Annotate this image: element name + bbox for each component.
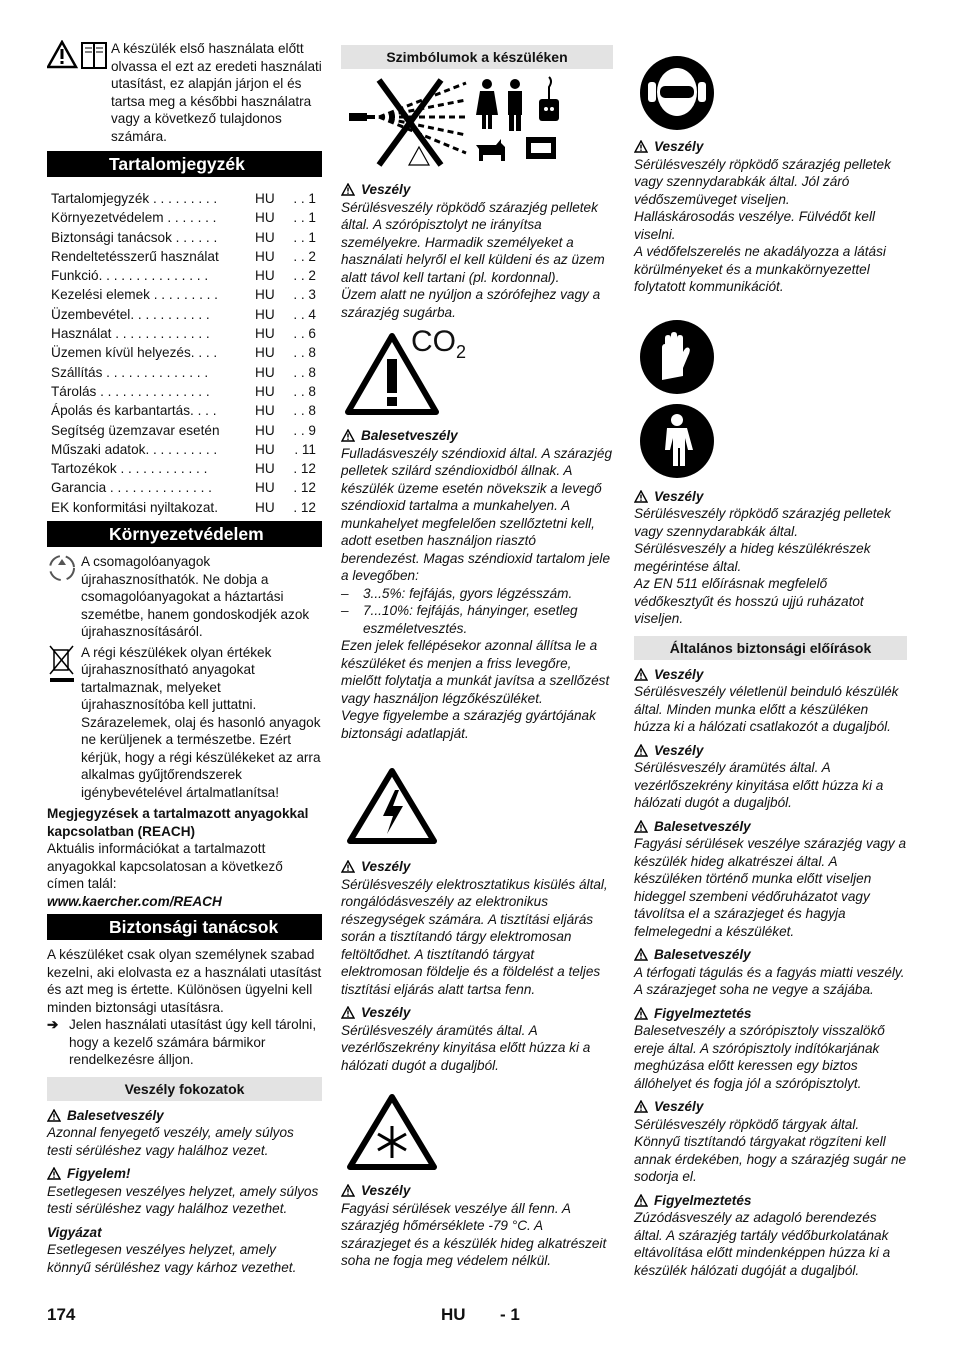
g4-text: A térfogati tágulás és a fagyás miatti veszély. bbox=[634, 964, 905, 980]
c2-w5-text: Fagyási sérülések veszélye áll fenn. A szárazjég hőmérséklete -79 °C. A szárazjeget és a készülék hideg alkatrészeit soha ne fogja meg védelem nélkül. bbox=[341, 1200, 607, 1268]
column-2 bbox=[341, 40, 613, 1270]
toc-entry-page: . . 8 bbox=[293, 345, 316, 361]
level-3-text: Esetlegesen veszélyes helyzet, amely könnyű sérüléshez vagy kárhoz vezethet. bbox=[47, 1242, 297, 1275]
c3-w1-label: Veszély bbox=[654, 139, 704, 154]
toc-entry-lang: HU bbox=[255, 268, 275, 284]
warning-icon bbox=[634, 140, 648, 153]
toc-entry-lang: HU bbox=[255, 480, 275, 496]
toc-entry-title: Tárolás . . . . . . . . . . . . . . . bbox=[51, 383, 210, 399]
warning-icon bbox=[634, 948, 648, 961]
toc-entry-page: . . 8 bbox=[293, 364, 316, 380]
level-1-label: Balesetveszély bbox=[67, 1107, 164, 1123]
general-safety-title: Általános biztonsági előírások bbox=[634, 636, 907, 660]
toc-entry-page: . . 1 bbox=[293, 191, 316, 206]
weee-text: A régi készülékek olyan értékek újrahasznosítható anyagokat tartalmaznak, melyeket újrahasznosítóba kell juttatni. Szárazelemek, olaj és hasonló anyagok ne kerüljenek a természetbe. Ezért kérjük, hogy a régi készülékeket az arra alkalmas gyűjtőrendszerek igénybevételével ártalmatlanítsa! bbox=[81, 644, 321, 800]
level-3-heading bbox=[47, 1224, 322, 1242]
toc-row[interactable] bbox=[47, 189, 322, 208]
symbols-title: Szimbólumok a készüléken bbox=[341, 45, 613, 69]
toc-list bbox=[47, 189, 322, 517]
c2-w2-text: Fulladásveszély széndioxid által. A szárazjég pelletek szilárd széndioxidból állnak. A készülék üzeme esetén növekszik a levegő széndioxid tartalma a munkahelyen. A munkahelyet megfelelően szellőztetni kell, adott esetben használjon riasztó berendezést. Magas széndioxid tartalom jele a levegőben: bbox=[341, 445, 612, 583]
toc-entry-page: . 12 bbox=[293, 499, 316, 515]
toc-row[interactable] bbox=[47, 498, 322, 517]
toc-entry-lang: HU bbox=[255, 287, 275, 303]
toc-entry-title: Üzemen kívül helyezés. . . . bbox=[51, 345, 218, 361]
toc-entry-title: Tartalomjegyzék . . . . . . . . . bbox=[51, 191, 218, 206]
toc-entry-lang: HU bbox=[255, 306, 275, 322]
footer-lang: HU bbox=[441, 1305, 466, 1324]
toc-row[interactable] bbox=[47, 478, 322, 497]
c2-w1-heading bbox=[341, 181, 613, 199]
toc-entry-title: Környezetvédelem . . . . . . . bbox=[51, 210, 217, 226]
reach-link[interactable]: www.kaercher.com/REACH bbox=[47, 893, 222, 909]
gloves-suit-illustration bbox=[634, 302, 907, 482]
toc-row[interactable] bbox=[47, 363, 322, 382]
toc-row[interactable] bbox=[47, 305, 322, 324]
toc-row[interactable] bbox=[47, 382, 322, 401]
c2-w2-label: Balesetveszély bbox=[361, 428, 458, 443]
level-1-heading bbox=[47, 1107, 322, 1125]
toc-entry-lang: HU bbox=[255, 499, 275, 515]
toc-entry-title: Tartozékok . . . . . . . . . . . . bbox=[51, 461, 208, 477]
safety-note-text: Jelen használati utasítást úgy kell tárolni, hogy a kezelő számára bármikor rendelkezésre álljon. bbox=[69, 1017, 317, 1068]
toc-entry-title: Funkció. . . . . . . . . . . . . . . bbox=[51, 268, 209, 284]
toc-row[interactable] bbox=[47, 401, 322, 420]
toc-row[interactable] bbox=[47, 421, 322, 440]
c2-w1-text2: Üzem alatt ne nyúljon a szórófejhez vagy a szárazjég sugárba. bbox=[341, 287, 601, 320]
reach-title: Megjegyzések a tartalmazott anyagokkal kapcsolatban (REACH) bbox=[47, 806, 309, 839]
g6-label: Veszély bbox=[654, 1099, 704, 1114]
toc-entry-page: . . 8 bbox=[293, 403, 316, 419]
level-3-label: Vigyázat bbox=[47, 1224, 102, 1240]
c2-w2-text2: Ezen jelek fellépésekor azonnal állítsa le a készüléket és menjen a friss levegőre, mielőtt folytatja a munkát javítsa a szellőzést vagy használjon légzőkészüléket. bbox=[341, 638, 610, 706]
toc-title: Tartalomjegyzék bbox=[47, 151, 322, 177]
safety-text: A készüléket csak olyan személynek szabad kezelni, aki elolvasta ez a használati utasítást és azt meg is értette. Különösen ügyelni kell minden biztonsági utasításra. bbox=[47, 947, 322, 1015]
toc-entry-page: . . 1 bbox=[293, 229, 316, 245]
reach-text: Aktuális információkat a tartalmazott anyagokkal kapcsolatosan a következő címen talál: bbox=[47, 841, 283, 892]
g3-text: Fagyási sérülések veszélye szárazjég vagy a készülék hideg alkatrészei által. A készüléken történő munka előtt viseljen hideggel szembeni védőruházatot vagy távolítsa el a szárazjeget és hagyja felmelegedni a készüléket. bbox=[634, 836, 907, 939]
g2-heading bbox=[634, 742, 907, 760]
warning-icon bbox=[634, 668, 648, 681]
g5-label: Figyelmeztetés bbox=[654, 1005, 752, 1021]
toc-row[interactable] bbox=[47, 440, 322, 459]
c2-w4-heading bbox=[341, 1004, 613, 1022]
g5-text: Balesetveszély a szórópisztoly visszalökő ereje által. A szórópisztoly indítókarjának meghúzása előtt keressen egy biztos állóhelyet és fogja jól a szórópisztolyt. bbox=[634, 1023, 885, 1091]
level-2-heading bbox=[47, 1165, 322, 1183]
c2-w4-label: Veszély bbox=[361, 1005, 411, 1020]
warning-icon bbox=[47, 1167, 61, 1180]
symbols-illustration bbox=[341, 75, 613, 175]
toc-entry-lang: HU bbox=[255, 403, 275, 419]
toc-entry-lang: HU bbox=[255, 326, 275, 342]
toc-entry-lang: HU bbox=[255, 345, 275, 361]
c2-w5-label: Veszély bbox=[361, 1183, 411, 1198]
warning-icon bbox=[341, 183, 355, 196]
column-1 bbox=[47, 40, 322, 1276]
toc-row[interactable] bbox=[47, 228, 322, 247]
toc-entry-lang: HU bbox=[255, 422, 275, 438]
column-3 bbox=[634, 40, 907, 1279]
c3-w2-text3: Az EN 511 előírásnak megfelelő védőkesztyűt és hosszú ujjú ruházatot viseljen. bbox=[634, 576, 864, 626]
c2-w1-label: Veszély bbox=[361, 182, 411, 197]
g6-text: Sérülésveszély röpködő tárgyak által. Könnyű tisztítandó tárgyakat rögzíteni kell annak érdekében, hogy a szárazjég sugár ne sodorja el. bbox=[634, 1116, 907, 1184]
warning-manual-icon bbox=[47, 40, 111, 145]
g3-label: Balesetveszély bbox=[654, 818, 751, 834]
toc-row[interactable] bbox=[47, 247, 322, 266]
safety-title: Biztonsági tanácsok bbox=[47, 914, 322, 940]
protective-suit-icon bbox=[638, 402, 716, 480]
warning-icon bbox=[634, 490, 648, 503]
c2-w2-text3: Vegye figyelembe a szárazjég gyártójának biztonsági adatlapját. bbox=[341, 708, 596, 741]
toc-entry-lang: HU bbox=[255, 229, 275, 245]
safety-note bbox=[47, 1016, 322, 1069]
toc-entry-title: Üzembevétel. . . . . . . . . . . bbox=[51, 306, 210, 322]
toc-entry-page: . 12 bbox=[293, 461, 316, 477]
toc-entry-title: EK konformitási nyiltakozat. bbox=[51, 499, 218, 515]
toc-row[interactable] bbox=[47, 208, 322, 227]
c3-w1-heading bbox=[634, 138, 907, 156]
toc-entry-title: Műszaki adatok. . . . . . . . . . bbox=[51, 441, 218, 457]
toc-entry-lang: HU bbox=[255, 441, 275, 457]
footer-section-number: - 1 bbox=[500, 1305, 520, 1324]
recycle-text: A csomagolóanyagok újrahasznosíthatók. Ne dobja a csomagolóanyagokat a háztartási szemétbe, hanem gondoskodjék azok újrahasznosításáról. bbox=[81, 554, 310, 640]
toc-entry-title: Rendeltetésszerű használat bbox=[51, 248, 219, 264]
c3-w1-text3: A védőfelszerelés ne akadályozza a látási körülményeket és a munkakörnyezettel folytatott kommunikációt. bbox=[634, 244, 886, 294]
c2-w3-label: Veszély bbox=[361, 859, 411, 874]
crossed-bin-icon bbox=[47, 644, 81, 802]
toc-row[interactable] bbox=[47, 459, 322, 478]
toc-entry-lang: HU bbox=[255, 383, 275, 399]
c2-w2-dash-2: – 7...10%: fejfájás, hányinger, esetleg eszméletvesztés. bbox=[341, 603, 578, 636]
warning-icon bbox=[634, 820, 648, 833]
g5-heading bbox=[634, 1005, 907, 1023]
level-2-label: Figyelem! bbox=[67, 1166, 131, 1182]
toc-row[interactable] bbox=[47, 343, 322, 362]
warning-icon bbox=[634, 744, 648, 757]
toc-entry-page: . . 3 bbox=[293, 287, 316, 303]
g2-text: Sérülésveszély áramütés által. A vezérlőszekrény kinyitása előtt húzza ki a hálózati dugót a dugaljból. bbox=[634, 760, 884, 810]
toc-entry-title: Szállítás . . . . . . . . . . . . . . bbox=[51, 364, 209, 380]
toc-entry-page: . . 1 bbox=[293, 210, 316, 226]
intro-text: A készülék első használata előtt olvassa el ezt az eredeti használati utasítást, ez alapján járjon el és tartsa meg a későbbi használatra vagy a következő tulajdonos számára. bbox=[111, 41, 322, 144]
cold-hazard-icon bbox=[347, 1094, 437, 1170]
c2-w5-heading bbox=[341, 1182, 613, 1200]
toc-entry-lang: HU bbox=[255, 364, 275, 380]
no-spray-people-icon bbox=[341, 75, 613, 175]
g4-text2: A szárazjeget soha ne vegye a szájába. bbox=[634, 982, 874, 997]
toc-entry-title: Kezelési elemek . . . . . . . . . bbox=[51, 287, 218, 303]
weee-block bbox=[47, 644, 322, 802]
g7-heading bbox=[634, 1192, 907, 1210]
toc-entry-lang: HU bbox=[255, 461, 275, 477]
g1-text: Sérülésveszély véletlenül beinduló készülék által. Minden munka előtt a készüléken húzza ki a hálózati csatlakozót a dugaljból. bbox=[634, 684, 899, 734]
toc-entry-page: . . 2 bbox=[293, 268, 316, 284]
g4-label: Balesetveszély bbox=[654, 947, 751, 962]
cold-illustration bbox=[341, 1080, 613, 1176]
g1-heading bbox=[634, 666, 907, 684]
c3-w1-text: Sérülésveszély röpködő szárazjég pelletek vagy szennydarabkák által. Jól záró védőszemüveget viseljen. bbox=[634, 156, 891, 207]
warning-icon bbox=[341, 1006, 355, 1019]
toc-entry-lang: HU bbox=[255, 191, 275, 206]
toc-entry-page: . . 6 bbox=[293, 326, 316, 342]
warning-icon bbox=[47, 1109, 61, 1122]
toc-entry-title: Használat . . . . . . . . . . . . . bbox=[51, 326, 210, 342]
page-number: 174 bbox=[47, 1305, 76, 1324]
toc-row[interactable] bbox=[47, 266, 322, 285]
c2-w1-text: Sérülésveszély röpködő szárazjég pelletek által. A szórópisztolyt ne irányítsa személyekre. Harmadik személyeket a használati helyről el kell küldeni és az üzem alatt távol kell tartani (pl. kordonnal). bbox=[341, 199, 605, 285]
warning-icon bbox=[341, 860, 355, 873]
g7-label: Figyelmeztetés bbox=[654, 1192, 752, 1208]
g6-heading bbox=[634, 1098, 907, 1116]
toc-entry-title: Biztonsági tanácsok . . . . . . bbox=[51, 229, 218, 245]
c3-w1-text2: Halláskárosodás veszélye. Fülvédőt kell viselni. bbox=[634, 209, 876, 242]
toc-entry-lang: HU bbox=[255, 210, 275, 226]
level-2-text: Esetlegesen veszélyes helyzet, amely súlyos testi sérüléshez vagy halálhoz vezethet. bbox=[47, 1183, 319, 1217]
warning-icon bbox=[341, 429, 355, 442]
warning-icon bbox=[341, 1184, 355, 1197]
warning-icon bbox=[634, 1007, 648, 1020]
arrow-icon: ➔ bbox=[47, 1017, 59, 1033]
toc-row[interactable] bbox=[47, 324, 322, 343]
toc-entry-page: . . 9 bbox=[293, 422, 316, 438]
co2-label: $CO_2$ bbox=[411, 325, 467, 362]
g1-label: Veszély bbox=[654, 666, 704, 682]
toc-entry-page: . . 8 bbox=[293, 383, 316, 399]
toc-entry-title: Ápolás és karbantartás. . . . bbox=[51, 403, 217, 419]
c2-w2-dash-1: – 3...5%: fejfájás, gyors légzésszám. bbox=[341, 585, 573, 601]
c3-w2-label: Veszély bbox=[654, 488, 704, 504]
warning-icon bbox=[634, 1194, 648, 1207]
g3-heading bbox=[634, 818, 907, 836]
warning-icon bbox=[634, 1100, 648, 1113]
c2-w2-heading bbox=[341, 427, 613, 445]
toc-entry-page: . 12 bbox=[293, 480, 316, 496]
env-title: Környezetvédelem bbox=[47, 521, 322, 547]
g7-text: Zúzódásveszély az adagoló berendezés által. A szárazjég tartály védőburkolatának eltávolítása előtt mindenképpen húzza ki a készülék hálózati dugóját a dugaljból. bbox=[634, 1210, 891, 1278]
goggles-earmuffs-icon bbox=[638, 54, 716, 132]
recycle-icon bbox=[47, 553, 81, 641]
goggles-illustration bbox=[634, 40, 907, 132]
g4-heading bbox=[634, 946, 907, 964]
toc-entry-title: Garancia . . . . . . . . . . . . . . bbox=[51, 480, 212, 496]
c3-w2-heading bbox=[634, 488, 907, 506]
co2-warning-illustration bbox=[341, 325, 613, 421]
toc-row[interactable] bbox=[47, 285, 322, 304]
levels-title: Veszély fokozatok bbox=[47, 1077, 322, 1101]
g2-label: Veszély bbox=[654, 742, 704, 758]
level-1-text: Azonnal fenyegető veszély, amely súlyos testi sérüléshez vagy halálhoz vezet. bbox=[47, 1125, 294, 1158]
intro-block bbox=[47, 40, 322, 145]
gloves-icon bbox=[638, 318, 716, 396]
toc-entry-page: . . 2 bbox=[293, 248, 316, 264]
c2-w3-text: Sérülésveszély elektrosztatikus kisülés által, rongálódásveszély az elektronikus részegységek számára. A tisztítási eljárás során a tisztítandó tárgy elektromosan feltöltődhet. A tisztítandó tárgyat elektromosan földelje és a földelést a teljes tisztítási eljárás alatt tartsa fenn. bbox=[341, 876, 608, 997]
electric-illustration bbox=[341, 748, 613, 852]
c3-w2-text: Sérülésveszély röpködő szárazjég pelletek vagy szennydarabkák által. bbox=[634, 506, 891, 539]
toc-entry-lang: HU bbox=[255, 248, 275, 264]
c2-w3-heading bbox=[341, 858, 613, 876]
electric-hazard-icon bbox=[347, 768, 437, 844]
toc-entry-page: . . 4 bbox=[293, 306, 316, 322]
toc-entry-title: Segítség üzemzavar esetén bbox=[51, 422, 220, 438]
c2-w4-text: Sérülésveszély áramütés által. A vezérlőszekrény kinyitása előtt húzza ki a hálózati dugót a dugaljból. bbox=[341, 1022, 591, 1073]
c3-w2-text2: Sérülésveszély a hideg készülékrészek megérintése által. bbox=[634, 541, 871, 574]
toc-entry-page: . 11 bbox=[294, 441, 316, 457]
recycle-block bbox=[47, 553, 322, 641]
